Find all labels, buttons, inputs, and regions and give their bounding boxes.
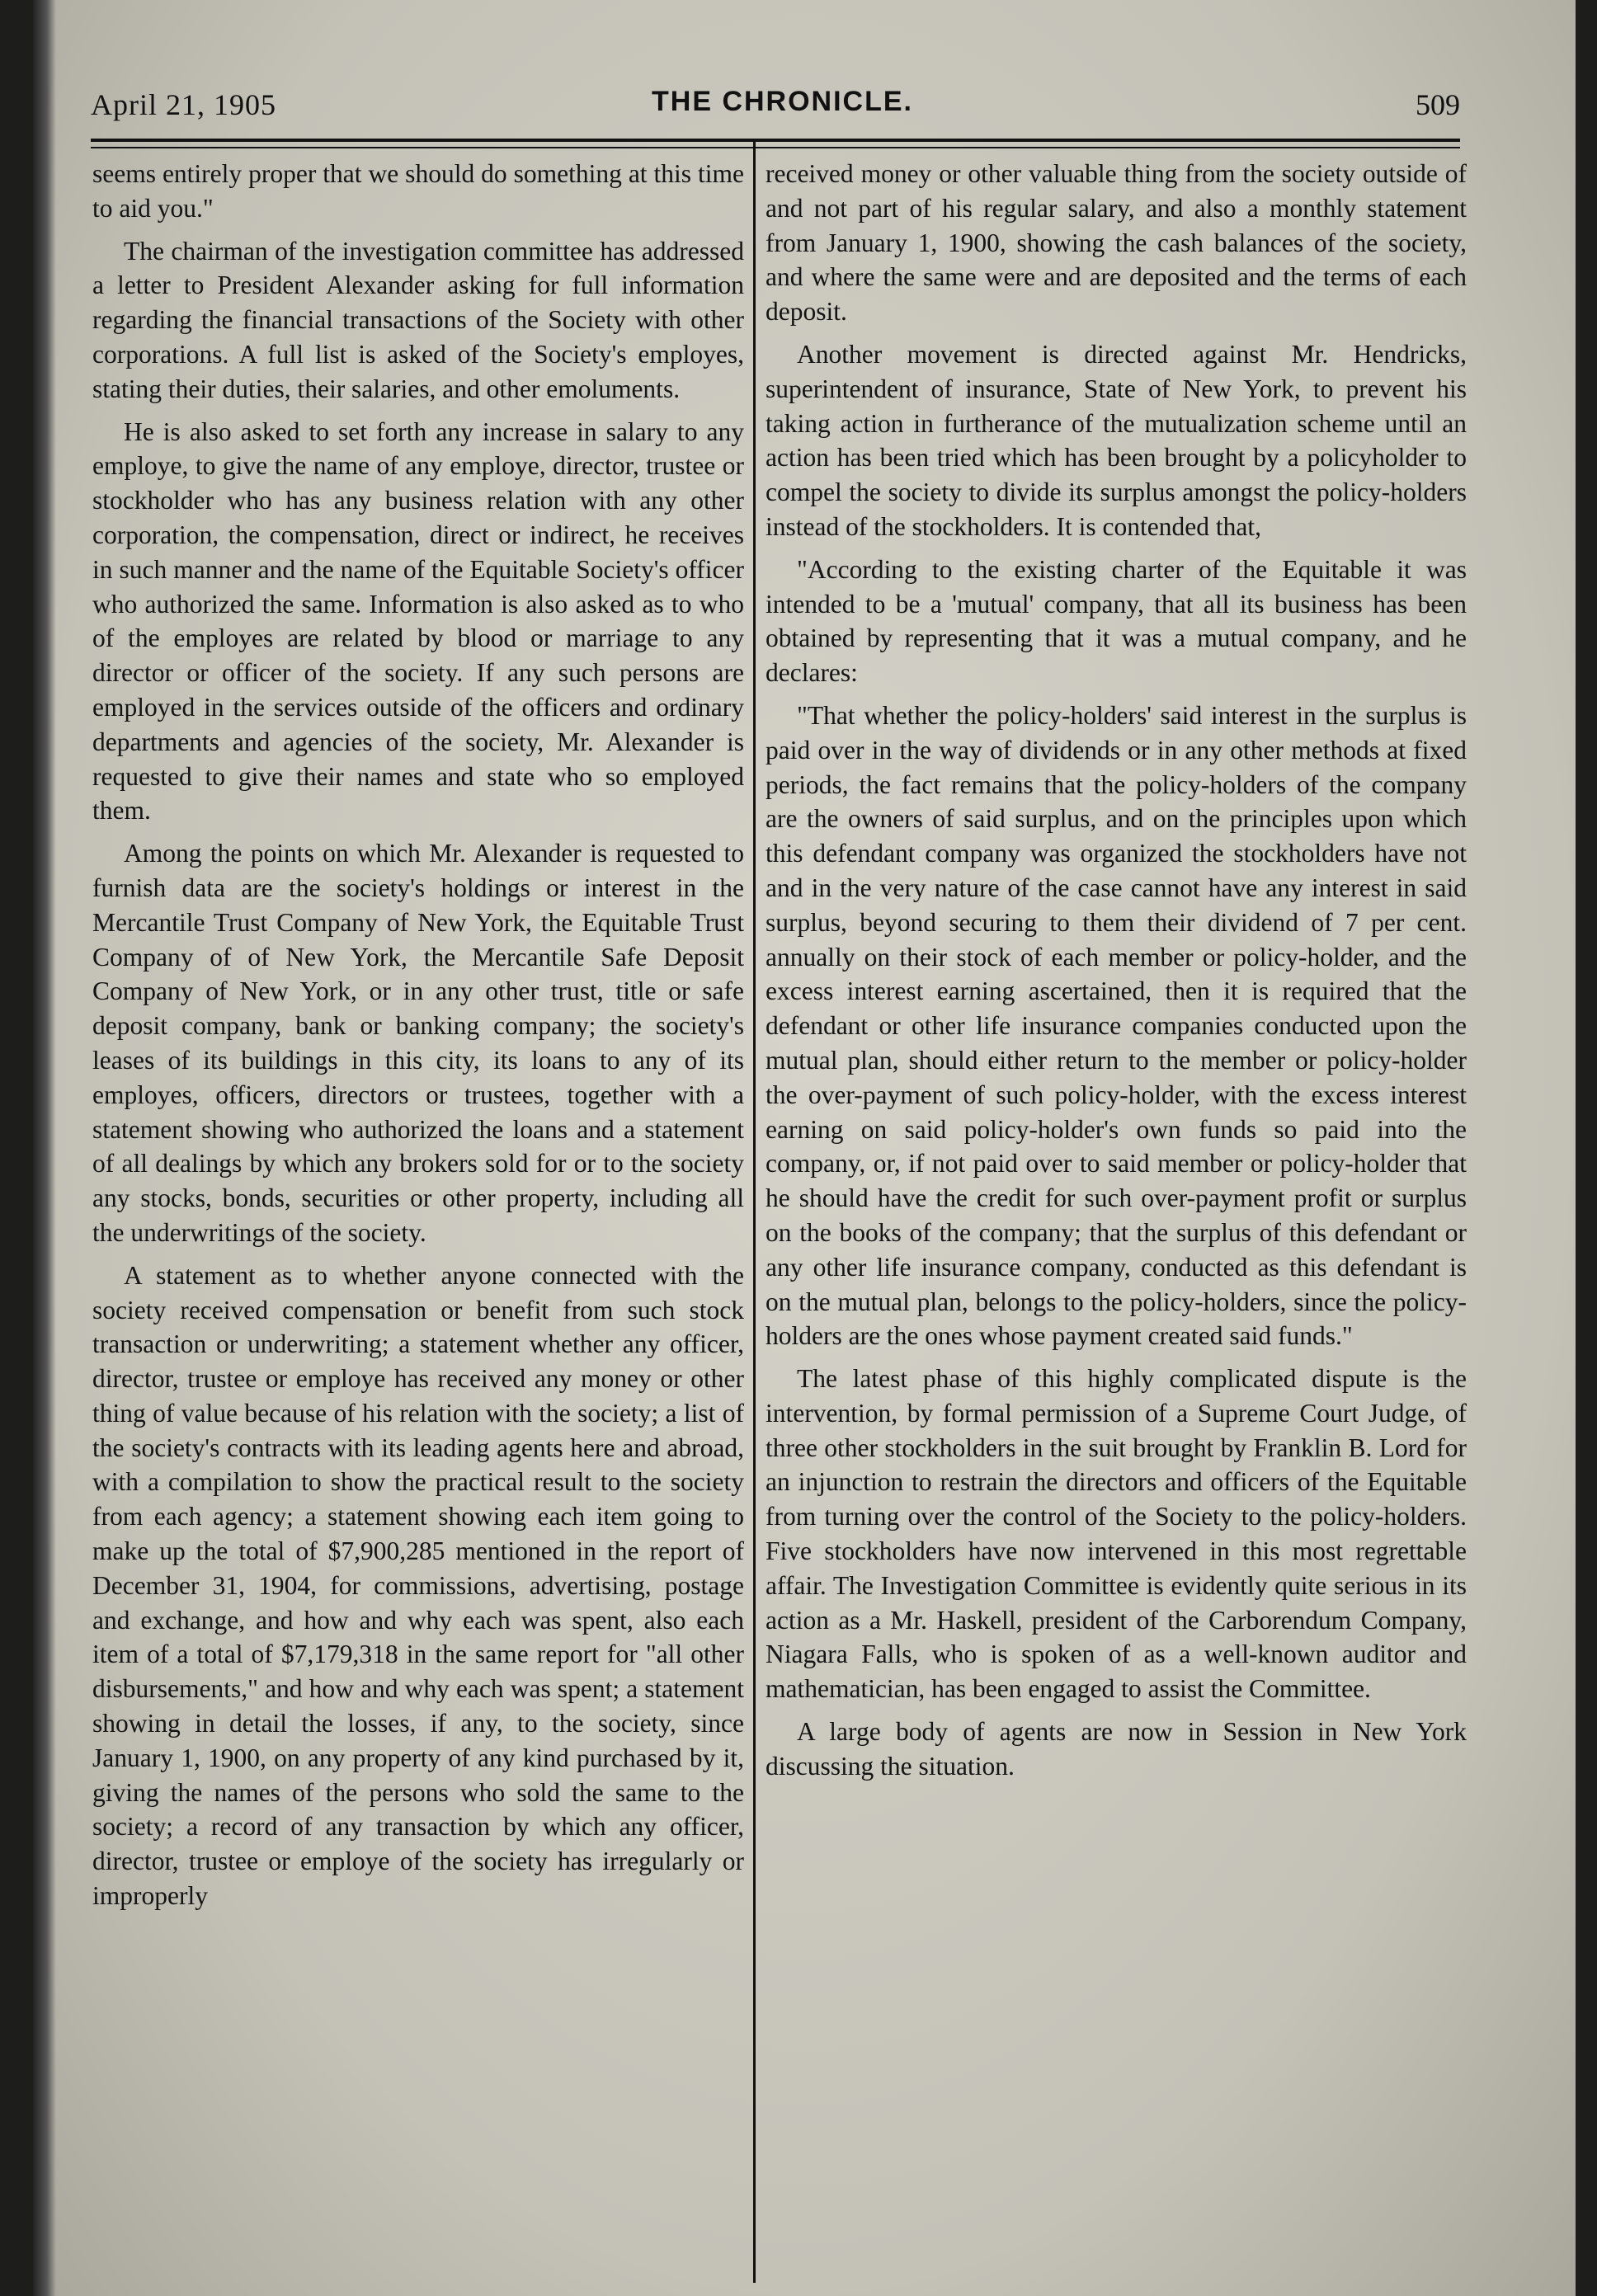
right-paragraph-1: received money or other valuable thing from the society outside of and not part of his regular salary, and also a monthly statement from January 1, 1900, showing the cash balances of the society, and where the same were and are deposited and the terms of each deposit. xyxy=(766,159,1467,327)
header-date: April 21, 1905 xyxy=(91,88,276,121)
page-header xyxy=(91,82,1460,132)
header-rule-thin xyxy=(91,147,1460,148)
right-paragraph-6: A large body of agents are now in Session in New York discussing the situation. xyxy=(766,1717,1467,1781)
left-paragraph-3: He is also asked to set forth any increase in salary to any employe, to give the name of any employe, director, trustee or stockholder who has any business relation with any other corporation, the compensation, direct or indirect, he receives in such manner and the name of the Equitable Society's officer who authorized the same. Information is also asked as to who of the employes are related by blood or marriage to any director or officer of the society. If any such persons are employed in the services outside of the officers and ordinary departments and agencies of the society, Mr. Alexander is requested to give their names and state who so employed them. xyxy=(92,416,744,826)
right-column xyxy=(766,157,1467,1792)
left-paragraph-4: Among the points on which Mr. Alexander is requested to furnish data are the society's holdings or interest in the Mercantile Trust Company of New York, the Equitable Trust Company of of New York, the Mercantile Safe Deposit Company of New York, or in any other trust, title or safe deposit company, bank or banking company; the society's leases of its buildings in this city, its loans to any of its employes, officers, directors or trustees, together with a statement showing who authorized the loans and a statement of all dealings by which any brokers sold for or to the society any stocks, bonds, securities or other property, including all the underwritings of the society. xyxy=(92,839,744,1247)
right-paragraph-2: Another movement is directed against Mr. Hendricks, superintendent of insurance, State of New York, to prevent his taking action in furtherance of the mutualization scheme until an action has been tried which has been brought by a policyholder to compel the society to divide its surplus amongst the policy-holders instead of the stockholders. It is contended that, xyxy=(766,339,1467,541)
header-page-number: 509 xyxy=(1416,88,1460,121)
left-column xyxy=(92,157,744,1922)
column-divider xyxy=(753,139,756,2283)
newspaper-page xyxy=(33,0,1576,2296)
header-rule-thick xyxy=(91,139,1460,142)
right-paragraph-5: The latest phase of this highly complicated dispute is the intervention, by formal permission of a Supreme Court Judge, of three other stockholders in the suit brought by Franklin B. Lord for an injunction to restrain the directors and officers of the Equitable from turning over the control of the Society to the policy-holders. Five stockholders have now intervened in this most regrettable affair. The Investigation Committee is evidently quite serious in its action as a Mr. Haskell, president of the Carborendum Company, Niagara Falls, who is spoken of as a well-known auditor and mathematician, has been engaged to assist the Committee. xyxy=(766,1364,1467,1704)
header-title: THE CHRONICLE. xyxy=(652,86,913,117)
page-edge-shadow xyxy=(33,0,56,2296)
left-paragraph-5: A statement as to whether anyone connected with the society received compensation or benefit from such stock transaction or underwriting; a statement whether any officer, director, trustee or employe has received any money or other thing of value because of his relation with the society; a list of the society's contracts with its leading agents here and abroad, with a compilation to show the practical result to the society from each agency; a statement showing each item going to make up the total of $7,900,285 mentioned in the report of December 31, 1904, for commissions, advertising, postage and exchange, and how and why each was spent, also each item of a total of $7,179,318 in the same report for "all other disbursements," and how and why each was spent; a statement showing in detail the losses, if any, to the society, since January 1, 1900, on any property of any kind purchased by it, giving the names of the persons who sold the same to the society; a record of any transaction by which any officer, director, trustee or employe of the society has irregularly or improperly xyxy=(92,1260,744,1911)
left-paragraph-2: The chairman of the investigation committee has addressed a letter to President Alexander asking for full information regarding the financial transactions of the Society with other corporations. A full list is asked of the Society's employes, stating their duties, their salaries, and other emoluments. xyxy=(92,236,744,403)
right-paragraph-4: "That whether the policy-holders' said interest in the surplus is paid over in the way of dividends or in any other methods at fixed periods, the fact remains that the policy-holders of the company are the owners of said surplus, and on the principles upon which this defendant company was organized the stockholders have not and in the very nature of the case cannot have any interest in said surplus, beyond securing to them their dividend of 7 per cent. annually on their stock of each member or policy-holder, and the excess interest earning ascertained, then it is required that the defendant or other life insurance companies conducted upon the mutual plan, should either return to the member or policy-holder the over-payment of such policy-holder, with the excess interest earning on said policy-holder's own funds so paid into the company, or, if not paid over to said member or policy-holder that he should have the credit for such over-payment profit or surplus on the books of the company; that the surplus of this defendant or any other life insurance company, conducted as this defendant is on the mutual plan, belongs to the policy-holders, since the policy-holders are the ones whose payment created said funds." xyxy=(766,700,1467,1351)
left-paragraph-1: seems entirely proper that we should do something at this time to aid you." xyxy=(92,159,744,223)
right-paragraph-3: "According to the existing charter of the Equitable it was intended to be a 'mutual' company, that all its business has been obtained by representing that it was a mutual company, and he declares: xyxy=(766,554,1467,688)
